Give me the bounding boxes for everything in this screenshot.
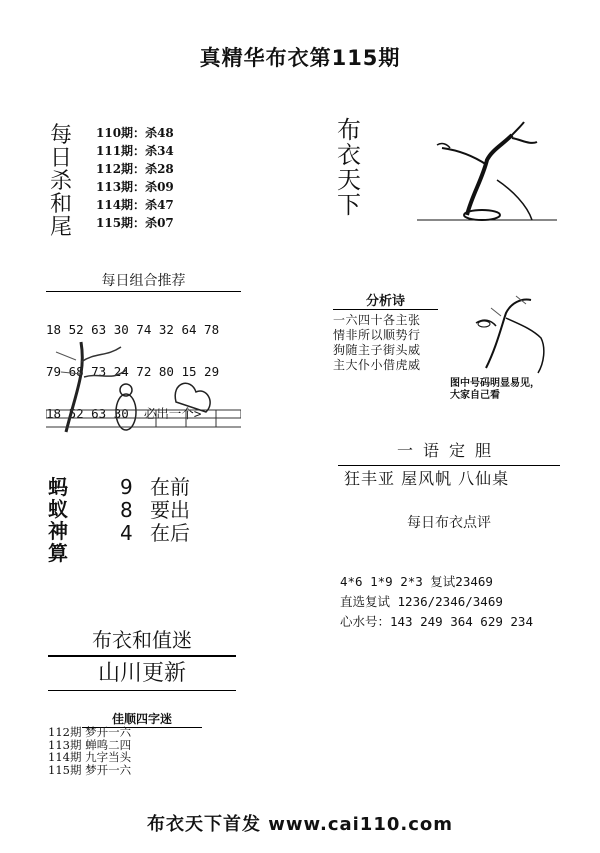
- kill-row: 115期：杀07: [96, 216, 174, 230]
- poem-line: 主大仆小借虎威: [333, 358, 421, 372]
- buyi-char: 天: [337, 166, 361, 194]
- kill-row: 110期：杀48: [96, 126, 174, 140]
- daily-line: 心水号：143 249 364 629 234: [340, 614, 533, 629]
- kill-tail-title: [50, 124, 76, 239]
- poem-line: 狗随主子街头威: [333, 343, 421, 357]
- kill-row: 114期：杀47: [96, 198, 174, 212]
- ant-row: 8 要出: [120, 498, 190, 522]
- poem-hint: [450, 378, 540, 402]
- four-char-row: 114期 九字当头: [48, 750, 132, 764]
- kill-row: 113期：杀09: [96, 180, 174, 194]
- poem-section: [333, 290, 438, 373]
- kill-tail-char: 日: [50, 146, 73, 171]
- ant-calc-list: [120, 476, 190, 545]
- scholar-garden-illustration: [46, 332, 241, 444]
- four-char-title: 佳顺四字迷: [82, 710, 202, 728]
- buyi-char: 布: [337, 116, 361, 144]
- daily-review-title: 每日布衣点评: [407, 515, 491, 531]
- ant-row: 4 在后: [120, 521, 190, 545]
- kill-tail-char: 尾: [50, 215, 73, 240]
- poem-line: 一六四十各主张: [333, 313, 421, 327]
- daily-review-lines: [340, 572, 533, 632]
- bonsai-tree-illustration: [412, 120, 562, 228]
- kill-row: 111期：杀34: [96, 144, 174, 158]
- ant-title-char: 神: [48, 519, 68, 543]
- combo-title: 每日组合推荐: [46, 270, 241, 292]
- ant-calc-title: [48, 476, 74, 564]
- four-char-row: 115期 梦开一六: [48, 762, 132, 777]
- kill-tail-char: 和: [50, 192, 73, 217]
- yiyu-title: 一语定胆: [338, 438, 560, 466]
- yiyu-text: 狂丰亚 屋风帆 八仙桌: [344, 470, 510, 486]
- four-char-row: 112期 梦开一六: [48, 725, 132, 739]
- kill-tail-list: [96, 124, 174, 232]
- combo-line: 18 52 63 30 必出一个>: [46, 406, 202, 421]
- kill-row: 112期：杀28: [96, 162, 174, 176]
- four-char-row: 113期 蝉鸣二四: [48, 737, 132, 752]
- ant-title-char: 算: [48, 541, 68, 565]
- ant-title-char: 蚂: [48, 475, 68, 499]
- footer-banner: 布衣天下首发 www.cai110.com: [146, 814, 454, 835]
- ant-row: 9 在前: [120, 475, 190, 499]
- combo-line: 18 52 63 30 74 32 64 78: [46, 322, 220, 337]
- buyi-vertical-title: [337, 118, 365, 218]
- page-title: 真精华布衣第115期: [199, 46, 401, 70]
- riddle-title: 布衣和值迷: [48, 624, 236, 657]
- kill-tail-char: 每: [50, 123, 73, 148]
- poem-title: 分析诗: [333, 290, 438, 310]
- poem-lines: [333, 313, 438, 373]
- pine-tree-illustration: [446, 288, 562, 384]
- ant-title-char: 蚁: [48, 497, 68, 521]
- daily-line: 直选复试 1236/2346/3469: [340, 594, 503, 609]
- riddle-answer: 山川更新: [48, 656, 236, 691]
- hint-line: 图中号码明显易见，: [450, 378, 540, 389]
- kill-tail-char: 杀: [50, 169, 73, 194]
- buyi-char: 下: [337, 191, 361, 219]
- poem-line: 情非所以顺势行: [333, 328, 421, 342]
- combo-line: 79 68 73 24 72 80 15 29: [46, 364, 220, 379]
- four-char-list: [48, 726, 131, 776]
- buyi-char: 衣: [337, 141, 361, 169]
- hint-line: 大家自己看: [450, 390, 500, 401]
- daily-line: 4*6 1*9 2*3 复试23469: [340, 574, 493, 589]
